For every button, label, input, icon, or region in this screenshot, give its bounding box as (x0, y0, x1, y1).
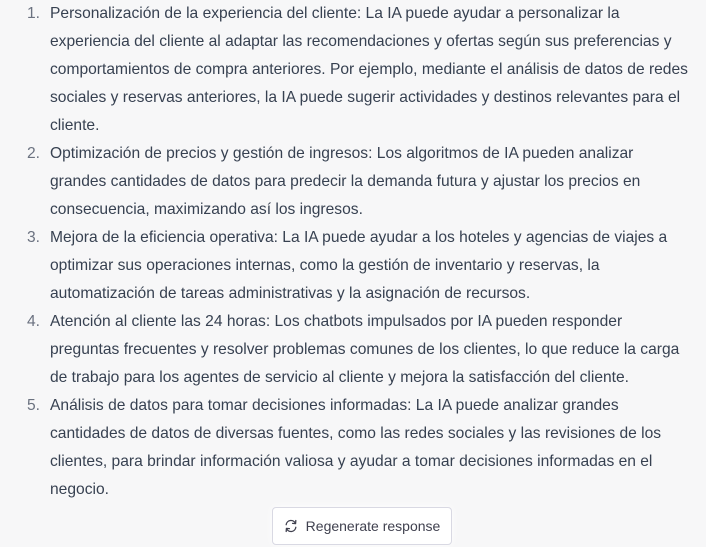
list-item-number: 1. (27, 5, 41, 22)
list-item (0, 224, 706, 308)
list-item-text: Optimización de precios y gestión de ingresos: Los algoritmos de IA pueden analizar grandes cantidades de datos para predecir la demanda futura y ajustar los precios en consecuencia, maximizando así los ingresos. (50, 145, 641, 218)
regenerate-response-label: Regenerate response (305, 518, 441, 534)
list-item-number: 4. (27, 313, 41, 330)
list-item-number: 5. (27, 397, 41, 414)
list-item (0, 392, 706, 504)
list-item-number: 2. (27, 145, 41, 162)
list-item (0, 308, 706, 392)
list-item-number: 3. (27, 229, 41, 246)
list-item-text: Análisis de datos para tomar decisiones informadas: La IA puede analizar grandes cantidades de datos de diversas fuentes, como las redes sociales y las revisiones de los clientes, para brindar información valiosa y ayudar a tomar decisiones informadas en el negocio. (50, 397, 662, 498)
list-item (0, 0, 706, 140)
regenerate-response-button[interactable] (272, 507, 452, 545)
refresh-icon (284, 519, 298, 533)
list-item (0, 140, 706, 224)
list-item-text: Mejora de la eficiencia operativa: La IA puede ayudar a los hoteles y agencias de viajes a optimizar sus operaciones internas, como la gestión de inventario y reservas, la automatización de tareas administrativas y la asignación de recursos. (50, 229, 668, 302)
list-item-text: Personalización de la experiencia del cliente: La IA puede ayudar a personalizar la experiencia del cliente al adaptar las recomendaciones y ofertas según sus preferencias y comportamientos de compra anteriores. Por ejemplo, mediante el análisis de datos de redes sociales y reservas anteriores, la IA puede sugerir actividades y destinos relevantes para el cliente. (50, 5, 688, 134)
list-item-text: Atención al cliente las 24 horas: Los chatbots impulsados por IA pueden responder preguntas frecuentes y resolver problemas comunes de los clientes, lo que reduce la carga de trabajo para los agentes de servicio al cliente y mejora la satisfacción del cliente. (50, 313, 680, 386)
